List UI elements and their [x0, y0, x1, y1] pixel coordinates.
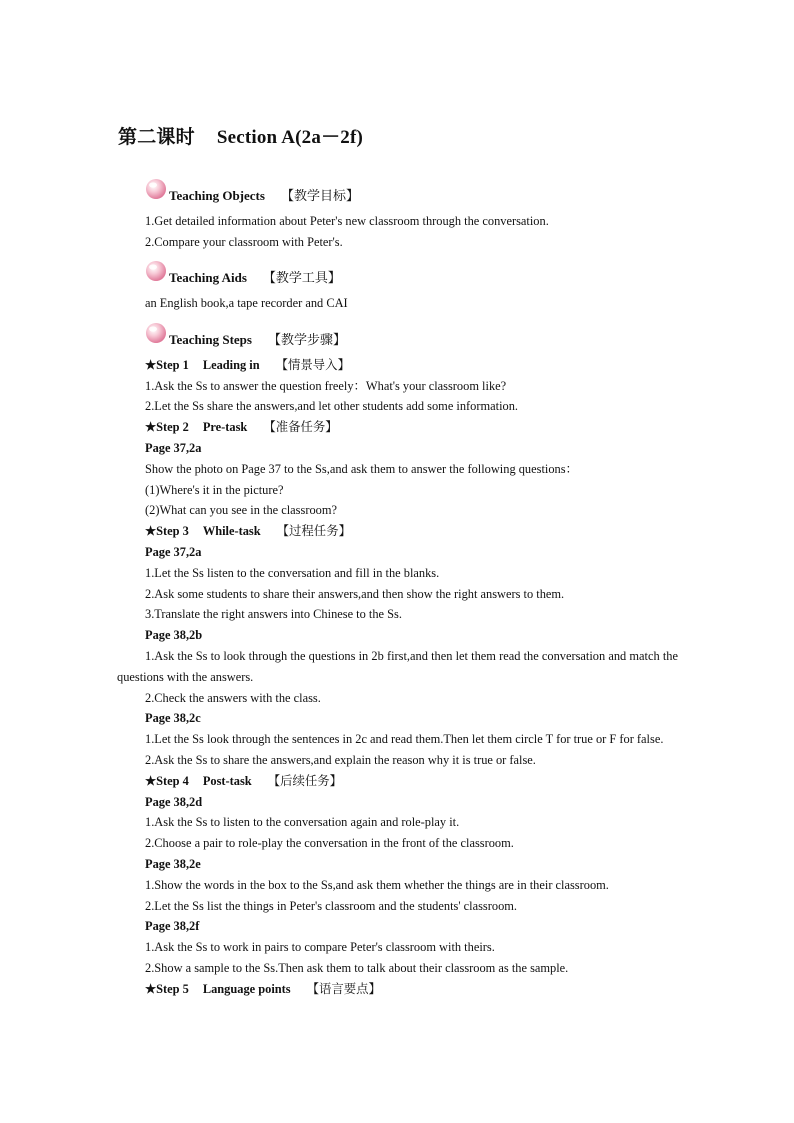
step-item: 1.Show the words in the box to the Ss,and ask them whether the things are in their classroom.	[145, 877, 609, 892]
page-reference: Page 38,2c	[145, 711, 201, 726]
step-1-heading	[117, 355, 678, 376]
step-item: (1)Where's it in the picture?	[145, 482, 284, 497]
step-number: ★Step 3	[145, 524, 189, 539]
step-name: Pre-task	[202, 420, 248, 435]
section-teaching-objects	[117, 186, 678, 207]
step-number: ★Step 5	[145, 981, 189, 996]
page-reference: Page 38,2d	[145, 794, 203, 809]
objective-item: 2.Compare your classroom with Peter's.	[145, 234, 343, 249]
pink-orb-icon	[145, 178, 167, 200]
step-number: ★Step 1	[145, 357, 189, 372]
step-name-cn: 【过程任务】	[276, 524, 351, 539]
step-item: 2.Show a sample to the Ss.Then ask them to talk about their classroom as the sample.	[145, 960, 569, 975]
page-title	[118, 122, 363, 149]
step-name-cn: 【情景导入】	[275, 357, 350, 372]
step-item: 1.Ask the Ss to answer the question freely：What's your classroom like?	[145, 378, 507, 393]
step-item: 2.Ask the Ss to share the answers,and explain the reason why it is true or false.	[145, 752, 536, 767]
step-5-heading	[117, 979, 678, 1000]
step-name: Leading in	[202, 357, 260, 372]
section-label: Teaching Steps	[169, 331, 252, 347]
step-name: Language points	[202, 981, 291, 996]
step-name-cn: 【准备任务】	[263, 420, 338, 435]
step-name: Post-task	[202, 773, 252, 788]
document-body	[117, 186, 678, 999]
step-item: 2.Let the Ss list the things in Peter's classroom and the students' classroom.	[145, 898, 518, 913]
step-item: 1.Let the Ss look through the sentences in 2c and read them.Then let them circle T for true or F for false.	[145, 732, 664, 747]
step-item: 1.Ask the Ss to work in pairs to compare Peter's classroom with theirs.	[145, 940, 495, 955]
section-label-cn: 【教学步骤】	[267, 331, 346, 347]
section-teaching-aids	[117, 268, 678, 289]
title-cn: 第二课时	[118, 127, 195, 148]
step-item: 2.Check the answers with the class.	[145, 690, 321, 705]
step-item: 2.Choose a pair to role-play the conversation in the front of the classroom.	[145, 836, 514, 851]
objective-item: 1.Get detailed information about Peter's new classroom through the conversation.	[145, 213, 549, 228]
section-label: Teaching Aids	[169, 270, 247, 286]
step-item: 3.Translate the right answers into Chinese to the Ss.	[145, 607, 402, 622]
page-reference: Page 37,2a	[145, 544, 202, 559]
step-item: 2.Ask some students to share their answers,and then show the right answers to them.	[145, 586, 565, 601]
pink-orb-icon	[145, 322, 167, 344]
step-item: (2)What can you see in the classroom?	[145, 503, 337, 518]
title-en: Section A(2a－2f)	[216, 127, 364, 148]
step-4-heading	[117, 771, 678, 792]
section-label: Teaching Objects	[169, 188, 265, 203]
step-name-cn: 【后续任务】	[267, 773, 343, 788]
step-number: ★Step 4	[145, 773, 189, 788]
section-label-cn: 【教学工具】	[262, 270, 341, 286]
aids-text: an English book,a tape recorder and CAI	[145, 296, 348, 311]
step-item: Show the photo on Page 37 to the Ss,and ask them to answer the following questions：	[145, 461, 578, 476]
page-reference: Page 38,2e	[145, 856, 201, 871]
page-reference: Page 38,2b	[145, 628, 203, 643]
step-item: 1.Ask the Ss to look through the questions in 2b first,and then let them read the conversation and match the questions with the answers.	[117, 648, 678, 684]
step-name: While-task	[202, 524, 261, 539]
step-item: 2.Let the Ss share the answers,and let other students add some information.	[145, 399, 519, 414]
section-label-cn: 【教学目标】	[280, 188, 359, 203]
pink-orb-icon	[145, 260, 167, 282]
step-2-heading	[117, 417, 678, 438]
section-teaching-steps	[117, 330, 678, 351]
step-item: 1.Ask the Ss to listen to the conversation again and role-play it.	[145, 815, 460, 830]
step-3-heading	[117, 521, 678, 542]
page-reference: Page 38,2f	[145, 919, 200, 934]
step-item: 1.Let the Ss listen to the conversation and fill in the blanks.	[145, 565, 440, 580]
step-number: ★Step 2	[145, 420, 189, 435]
step-name-cn: 【语言要点】	[306, 981, 381, 996]
page-reference: Page 37,2a	[145, 440, 202, 455]
